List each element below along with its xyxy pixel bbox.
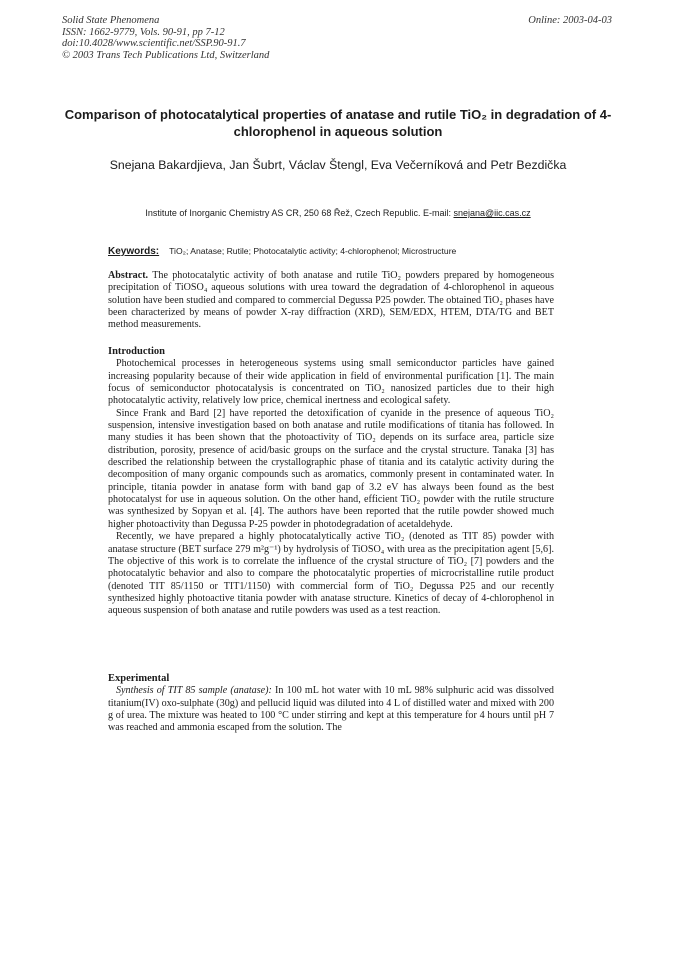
affiliation	[62, 207, 614, 219]
abstract-label: Abstract.	[108, 270, 149, 281]
copyright-line: © 2003 Trans Tech Publications Ltd, Switzerland	[62, 49, 270, 61]
intro-paragraph-3: Recently, we have prepared a highly photocatalytically active TiO₂ (denoted as TIT 85) powder with anatase structure (BET surface 279 m²g⁻¹) by hydrolysis of TiOSO₄ with urea as the precipitation agent [5,6]. The objective of this work is to correlate the influence of the crystal structure of TiO₂ [7] powders and the photocatalytic behavior and also to compare the photocatalytic properties of microcristalline rutile product (denoted TIT 85/1150 or TIT1/1150) with commercial form of TiO₂ Degussa P25 and our recently synthesized highly photoactive titania powder with anatase structure. Kinetics of decay of 4-chlorophenol in aqueous suspension of both anatase and rutile powders was used as a test reaction.	[108, 531, 554, 617]
affiliation-text: Institute of Inorganic Chemistry AS CR, 250 68 Řež, Czech Republic. E-mail:	[145, 208, 451, 218]
abstract-text: The photocatalytic activity of both anatase and rutile TiO₂ powders prepared by homogeneous precipitation of TiOSO₄ aqueous solutions with urea toward the degradation of 4-chlorophenol in aqueous solution have been studied and compared to commercial Degussa P25 powder. The obtained TiO₂ phases have been characterized by means of powder X-ray diffraction (XRD), SEM/EDX, HTEM, DTA/TG and BET method measurements.	[108, 270, 554, 331]
author-list: Snejana Bakardjieva, Jan Šubrt, Václav Štengl, Eva Večerníková and Petr Bezdička	[109, 158, 567, 172]
journal-header	[62, 15, 269, 61]
keywords-label: Keywords:	[108, 246, 160, 257]
experimental-section	[108, 673, 554, 735]
introduction-section	[108, 346, 554, 618]
paper-title: Comparison of photocatalytical properties of anatase and rutile TiO₂ in degradation of 4-chlorophenol in aqueous solution	[64, 107, 612, 139]
abstract-section	[108, 270, 554, 332]
experimental-paragraph	[108, 685, 554, 734]
intro-paragraph-1: Photochemical processes in heterogeneous systems using small semiconductor particles have gained increasing popularity because of their wide application in field of environmental purification [1]. The main focus of semiconductor photocatalysis is concentrated on TiO₂ nanosized particles due to their high photocatalytic activity, relatively low price, chemical inertness and ecological safety.	[108, 358, 554, 407]
keywords-text: TiO₂; Anatase; Rutile; Photocatalytic activity; 4-chlorophenol; Microstructure	[169, 246, 457, 256]
journal-name: Solid State Phenomena	[62, 15, 160, 26]
experimental-text: In 100 mL hot water with 10 mL 98% sulphuric acid was dissolved titanium(IV) oxo-sulphate (30g) and pellucid liquid was diluted into 4 L of distilled water and mixed with 200 g of urea. The mixture was heated to 100 °C under stirring and kept at this temperature for 4 hours until pH 7 was reached and ammonia escaped from the solution. The	[108, 685, 554, 734]
keywords	[108, 245, 618, 258]
synthesis-subheading: Synthesis of TIT 85 sample (anatase):	[116, 685, 272, 697]
issn-line: ISSN: 1662-9779, Vols. 90-91, pp 7-12	[62, 26, 225, 38]
email-link[interactable]: snejana@iic.cas.cz	[453, 208, 531, 218]
doi-line: doi:10.4028/www.scientific.net/SSP.90-91.7	[62, 38, 246, 49]
introduction-heading: Introduction	[108, 346, 165, 357]
experimental-heading: Experimental	[108, 673, 170, 684]
intro-paragraph-2: Since Frank and Bard [2] have reported the detoxification of cyanide in the presence of aqueous TiO₂ suspension, intensive investigation based on both anatase and rutile modifications of titania has followed. In many studies it has been shown that the photoactivity of TiO₂ depends on its surface area, particle size distribution, porosity, presence of acid/basic groups on the surface and the crystal structure. Tanaka [3] has described the relationship between the crystallographic phase of titania and its catalytic activity during the decomposition of many organic compounds such as aromatics, commonly present in contaminated water. In principle, titania powder in anatase form with band gap of 3.2 eV has always been found as the best photocatalyst for use in aqueous solution. On the other hand, efficient TiO₂ powder with the rutile structure was synthesized by Sopyan et al. [4]. The authors have been reported that the rutile powder showed much higher photoactivity than Degussa P-25 powder in photodegradation of acetaldehyde.	[108, 407, 554, 530]
online-date: Online: 2003-04-03	[528, 15, 612, 26]
